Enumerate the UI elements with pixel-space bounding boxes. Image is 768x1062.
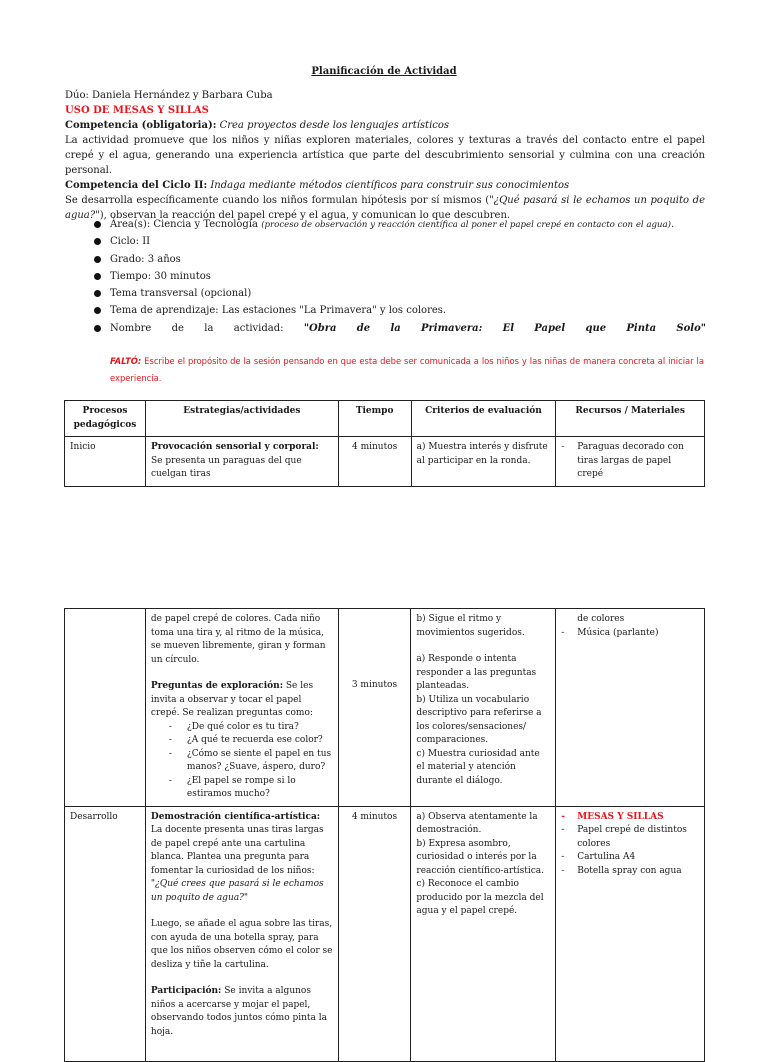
uso-mesas-label: USO DE MESAS Y SILLAS xyxy=(65,105,209,116)
col-header-procesos: Procesos pedagógicos xyxy=(65,401,146,437)
preguntas-block: Preguntas de exploración: Se les invita a observar y tocar el papel crepé. Se realizan preguntas como: xyxy=(150,681,314,718)
list-item: - ¿El papel se rompe si lo estiramos mucho? xyxy=(151,775,333,802)
list-item: - MESAS Y SILLAS xyxy=(561,811,699,825)
col-header-criterios: Criterios de evaluación xyxy=(411,401,556,437)
recurso-cell xyxy=(556,806,705,1062)
list-item: - Cartulina A4 xyxy=(561,851,699,865)
recurso-cell xyxy=(556,437,705,487)
actividad-description: La actividad promueve que los niños y niñas exploren materiales, colores y texturas a través del contacto entre el papel crepé y el agua, generando una experiencia artística que parte del descubrimiento sensorial y culmina con una creación personal. xyxy=(65,135,705,176)
estrategia-cell: Provocación sensorial y corporal: Se presenta un paraguas del que cuelgan tiras xyxy=(145,437,338,487)
criterio-cell: a) Muestra interés y disfrute al participar en la ronda. xyxy=(411,437,556,487)
falto-note: FALTÓ: Escribe el propósito de la sesión pensando en que esta debe ser comunicada a los niños y las niñas de manera concreta al iniciar la experiencia. xyxy=(110,356,704,383)
nombre-actividad-line: Nombre de la actividad: "Obra de la Primavera: El Papel que Pinta Solo" xyxy=(110,322,706,334)
list-item: - ¿Cómo se siente el papel en tus manos? ¿Suave, áspero, duro? xyxy=(151,748,333,775)
list-item: Ciclo: II xyxy=(94,233,706,250)
desarrolla-paragraph: Se desarrolla específicamente cuando los niños formulan hipótesis por sí mismos ("¿Qué pasará si le echamos un poquito de agua?"), observan la reacción del papel crepé y el agua, y comunican lo que descubren. xyxy=(65,195,705,221)
proceso-cell: Inicio xyxy=(65,437,146,487)
planning-table-continued xyxy=(64,608,705,1062)
competencia-line: Competencia (obligatoria): Crea proyectos desde los lenguajes artísticos xyxy=(65,120,450,131)
table-row xyxy=(65,437,705,487)
list-item: - Música (parlante) xyxy=(561,627,699,641)
list-item: - ¿De qué color es tu tira? xyxy=(151,721,333,735)
planning-table-top xyxy=(64,400,705,487)
tiempo-cell: 4 minutos xyxy=(338,806,411,1062)
list-item: Tema transversal (opcional) xyxy=(94,285,706,302)
list-item: Grado: 3 años xyxy=(94,251,706,268)
list-item: - Botella spray con agua xyxy=(561,865,699,879)
table-row xyxy=(65,609,705,807)
duo-line: Dúo: Daniela Hernández y Barbara Cuba xyxy=(65,90,273,101)
table-row xyxy=(65,806,705,1062)
activity-details-list xyxy=(94,216,706,337)
estrategia-cell: de papel crepé de colores. Cada niño toma una tira y, al ritmo de la música, se mueven libremente, giran y forman un círculo. Preguntas de exploración: Se les invita a observar y tocar el papel crepé. Se realizan preguntas como: - ¿De qué color es tu tira? - ¿A qué te recuerda ese color? - ¿Cómo se siente el papel en tus manos? ¿Suave, áspero, duro? - ¿El papel se rompe si lo estiramos mucho? xyxy=(145,609,338,807)
competencia-ciclo-line: Competencia del Ciclo II: Indaga mediante métodos científicos para construir sus conocimientos xyxy=(65,180,570,191)
col-header-recursos: Recursos / Materiales xyxy=(556,401,705,437)
list-item: - Paraguas decorado con tiras largas de papel crepé xyxy=(561,441,699,482)
list-item: Tiempo: 30 minutos xyxy=(94,268,706,285)
preguntas-list xyxy=(151,721,333,802)
tiempo-cell: 3 minutos xyxy=(338,609,411,807)
list-item: Área(s): Ciencia y Tecnología (proceso de observación y reacción científica al poner el papel crepé en contacto con el agua). xyxy=(94,216,706,233)
header-section xyxy=(65,88,705,223)
proceso-cell xyxy=(65,609,146,807)
col-header-tiempo: Tiempo xyxy=(338,401,411,437)
criterio-cell: b) Sigue el ritmo y movimientos sugeridos. a) Responde o intenta responder a las preguntas planteadas. b) Utiliza un vocabulario descriptivo para referirse a los colores/sensaciones/ comparaciones. c) Muestra curiosidad ante el material y atención durante el diálogo. xyxy=(411,609,556,807)
col-header-estrategias: Estrategias/actividades xyxy=(145,401,338,437)
proceso-cell: Desarrollo xyxy=(65,806,146,1062)
list-item: - ¿A qué te recuerda ese color? xyxy=(151,734,333,748)
table-header-row xyxy=(65,401,705,437)
estrategia-cell: Demostración científica-artística: La docente presenta unas tiras largas de papel crepé ante una cartulina blanca. Plantea una pregunta para fomentar la curiosidad de los niños: "¿Qué crees que pasará si le echamos un poquito de agua?" Luego, se añade el agua sobre las tiras, con ayuda de una botella spray, para que los niños observen cómo el color se desliza y tiñe la cartulina. Participación: Se invita a algunos niños a acercarse y mojar el papel, observando todos juntos cómo pinta la hoja. xyxy=(145,806,338,1062)
page-title: Planificación de Actividad xyxy=(311,66,457,77)
list-item: - Papel crepé de distintos colores xyxy=(561,824,699,851)
criterio-cell: a) Observa atentamente la demostración. b) Expresa asombro, curiosidad o interés por la reacción científico-artística. c) Reconoce el cambio producido por la mezcla del agua y el papel crepé. xyxy=(411,806,556,1062)
list-item xyxy=(94,320,706,337)
recurso-cell: de colores - Música (parlante) xyxy=(556,609,705,807)
tiempo-cell: 4 minutos xyxy=(338,437,411,487)
list-item: Tema de aprendizaje: Las estaciones "La Primavera" y los colores. xyxy=(94,302,706,319)
